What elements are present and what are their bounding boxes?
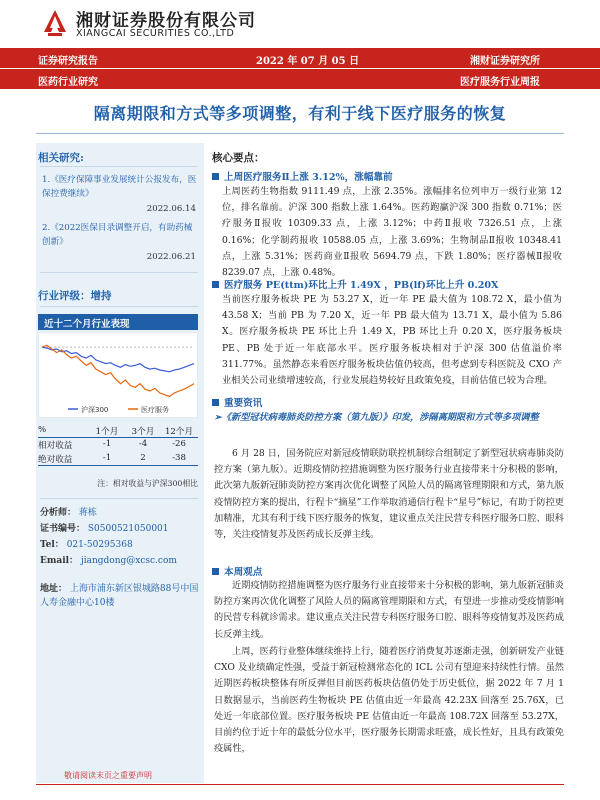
section-heading-3: 重要资讯: [212, 395, 262, 409]
company-name-cn: 湘财证券股份有限公司: [76, 11, 256, 31]
page-title: 隔离期限和方式等多项调整，有利于线下医疗服务的恢复: [93, 104, 507, 123]
square-bullet-icon: [212, 568, 219, 575]
footer-divider: [36, 784, 564, 785]
news-subheading: ➢《新型冠状病毒肺炎防控方案（第九版）》印发，涉隔离期限和方式等多项调整: [214, 412, 539, 423]
paragraph-news: 6 月 28 日，国务院应对新冠疫情联防联控机制综合组制定了新型冠状病毒肺炎防控方案（第九版）。近期疫情防控措施调整为医疗服务行业直接带来十分积极的影响，此次第九版新冠肺炎防控方案再次优化调整了风险人员的隔离管理期限和方式，第九版疫情防控方案的提出，行程卡“摘星”工作举取消通信行程卡“星号”标记，有助于防控更加精准，尤其有利于线下医疗服务的恢复，建议重点关注民营专科医疗服务口腔、眼科等，关注疫情复苏及医药成长反弹主线。: [214, 448, 564, 541]
sidebar-divider: [40, 272, 198, 273]
email-link[interactable]: jiangdong@xcsc.com: [80, 556, 177, 566]
table-cell: 相对收益: [38, 441, 73, 451]
performance-table: [38, 424, 198, 466]
paragraph-view-1: 近期疫情防控措施调整为医疗服务行业直接带来十分积极的影响，第九版新冠肺炎防控方案再次优化调整了风险人员的隔离管理期限和方式，有望进一步推动受疫情影响的民营专科就诊需求。建议重点关注民营专科医疗服务口腔、眼科等疫情复苏及医药成长反弹主线。: [214, 580, 564, 640]
industry-label: 医药行业研究: [38, 77, 98, 88]
section-heading-1: 上周医疗服务Ⅱ上涨 3.12%，涨幅靠前: [212, 169, 393, 183]
footer-disclaimer: 敬请阅读末页之重要声明: [64, 771, 152, 780]
legend-label: 医疗服务: [141, 406, 169, 414]
cert-label: 证书编号：: [40, 524, 86, 534]
chart-frame: [38, 332, 198, 418]
rating-label: 行业评级：增持: [38, 290, 112, 302]
tel-number: 021-50295368: [66, 540, 133, 550]
section-heading-2: 医疗服务 PE(ttm)环比上升 1.49X ，PB(lf)环比上升 0.20X: [212, 277, 499, 291]
tel-label: Tel：: [40, 540, 64, 550]
address-text: 上海市浦东新区银城路88号中国人寿金融中心10楼: [40, 584, 199, 608]
table-cell: -1: [102, 453, 112, 463]
related-heading: 相关研究:: [38, 152, 84, 164]
institute-name: 湘财证券研究所: [470, 56, 540, 67]
related-link-2[interactable]: 2.《2022医保目录调整开启，有助药械创新》: [42, 223, 193, 247]
email-line: [40, 553, 177, 566]
section-heading-4: 本周观点: [212, 564, 262, 578]
table-cell: -38: [172, 453, 186, 463]
table-header-cell: 3个月: [131, 427, 155, 437]
chart-header: 近十二个月行业表现: [38, 314, 198, 330]
sidebar-divider: [40, 306, 198, 307]
analyst-line: [40, 505, 97, 518]
report-date: 2022 年 07 月 05 日: [256, 56, 360, 67]
address-line: [40, 582, 200, 610]
table-cell: -26: [172, 439, 186, 449]
cert-number: S0500521050001: [87, 524, 169, 534]
paragraph-market-review: 上周医药生物指数 9111.49 点，上涨 2.35%。涨幅排名位列申万一级行业第 12 位，排名靠前。沪深 300 指数上涨 1.64%。医药跑赢沪深 300 指数 0.71%；医疗服务Ⅱ报收 10309.33 点，上涨 3.12%；中药Ⅱ报收 7326.51 点，上涨 0.16%；化学制药报收 10588.05 点，上涨 3.69%；生物制品Ⅱ报收 10348.41 点，上涨 5.31%；医药商业Ⅱ报收 5694.79 点，下跌 1.80%；医疗器械Ⅱ报收 8239.07 点，上涨 0.48%。: [222, 186, 562, 279]
legend-label: 沪深300: [81, 406, 109, 414]
table-cell: -4: [138, 439, 148, 449]
table-header-cell: 12个月: [164, 427, 194, 437]
table-cell: 2: [140, 453, 146, 463]
performance-chart: [38, 332, 198, 418]
report-name: 医疗服务行业周报: [460, 77, 540, 88]
related-date-1: 2022.06.14: [146, 204, 196, 214]
cert-line: [40, 521, 169, 534]
table-note: 注：相对收益与沪深300相比: [97, 479, 198, 488]
company-name-en: XIANGCAI SECURITIES CO.,LTD: [76, 28, 235, 39]
paragraph-valuation: 当前医疗服务板块 PE 为 53.27 X，近一年 PE 最大值为 108.72 X，最小值为 43.58 X；当前 PB 为 7.20 X，近一年 PB 最大值为 13.71 X，最小值为 5.86 X。医疗服务板块 PE 环比上升 1.49 X，PB 环比上升 0.20 X，医疗服务板块 PE、PB 处于近一年底部水平。医疗服务板块相对于沪深 300 估值溢价率 311.77%。虽然静态来看医疗服务板块估值仍较高，但考虑到专科医院及 CXO 产业相关公司业绩增速较高，行业发展趋势较好且政策免疫，目前估值已较为合理。: [222, 294, 562, 387]
square-bullet-icon: [212, 281, 219, 288]
table-row: [38, 438, 198, 452]
header-band-bottom: [0, 69, 600, 89]
core-points-heading: 核心要点：: [212, 152, 265, 164]
table-header-cell: 1个月: [95, 427, 119, 437]
table-row: [38, 452, 198, 466]
report-type: 证券研究报告: [38, 56, 98, 67]
paragraph-view-2: 上周，医药行业整体继续维持上行，随着医疗消费复苏逐渐走强，创新研发产业链 CXO 及业绩确定性强，受益于新冠检测常态化的 ICL 公司有望迎来持续性行情。虽然近期医药板块整体有所反弹但目前医药板块估值仍处于历史低位，据 2022 年 7 月 1 日数据显示，当前医药生物板块 PE 估值由近一年最高 42.23X 回落至 25.76X，已处近一年底部位置。医疗服务板块 PE 估值由近一年最高 108.72X 回落至 53.27X，目前约位于近十年的最低分位水平，医疗服务长期需求旺盛，成长性好，且具有政策免疫属性，: [214, 646, 564, 755]
table-cell: -1: [102, 439, 112, 449]
header-band-top: [0, 48, 600, 68]
square-bullet-icon: [212, 173, 219, 180]
related-date-2: 2022.06.21: [146, 252, 196, 262]
company-logo: [40, 8, 70, 38]
email-label: Email：: [40, 556, 79, 566]
analyst-label: 分析师：: [40, 508, 77, 518]
table-header-row: [38, 424, 198, 438]
sidebar-divider: [40, 166, 198, 167]
tel-line: [40, 537, 133, 550]
sidebar-divider: [40, 498, 198, 499]
analyst-name: 蒋栋: [78, 508, 97, 518]
related-link-1[interactable]: 1.《医疗保障事业发展统计公报发布，医保控费继续》: [42, 175, 197, 199]
table-header-cell: %: [38, 425, 47, 435]
title-divider: [36, 133, 564, 134]
square-bullet-icon: [212, 399, 219, 406]
address-label: 地址：: [40, 584, 68, 594]
table-cell: 绝对收益: [38, 455, 73, 465]
